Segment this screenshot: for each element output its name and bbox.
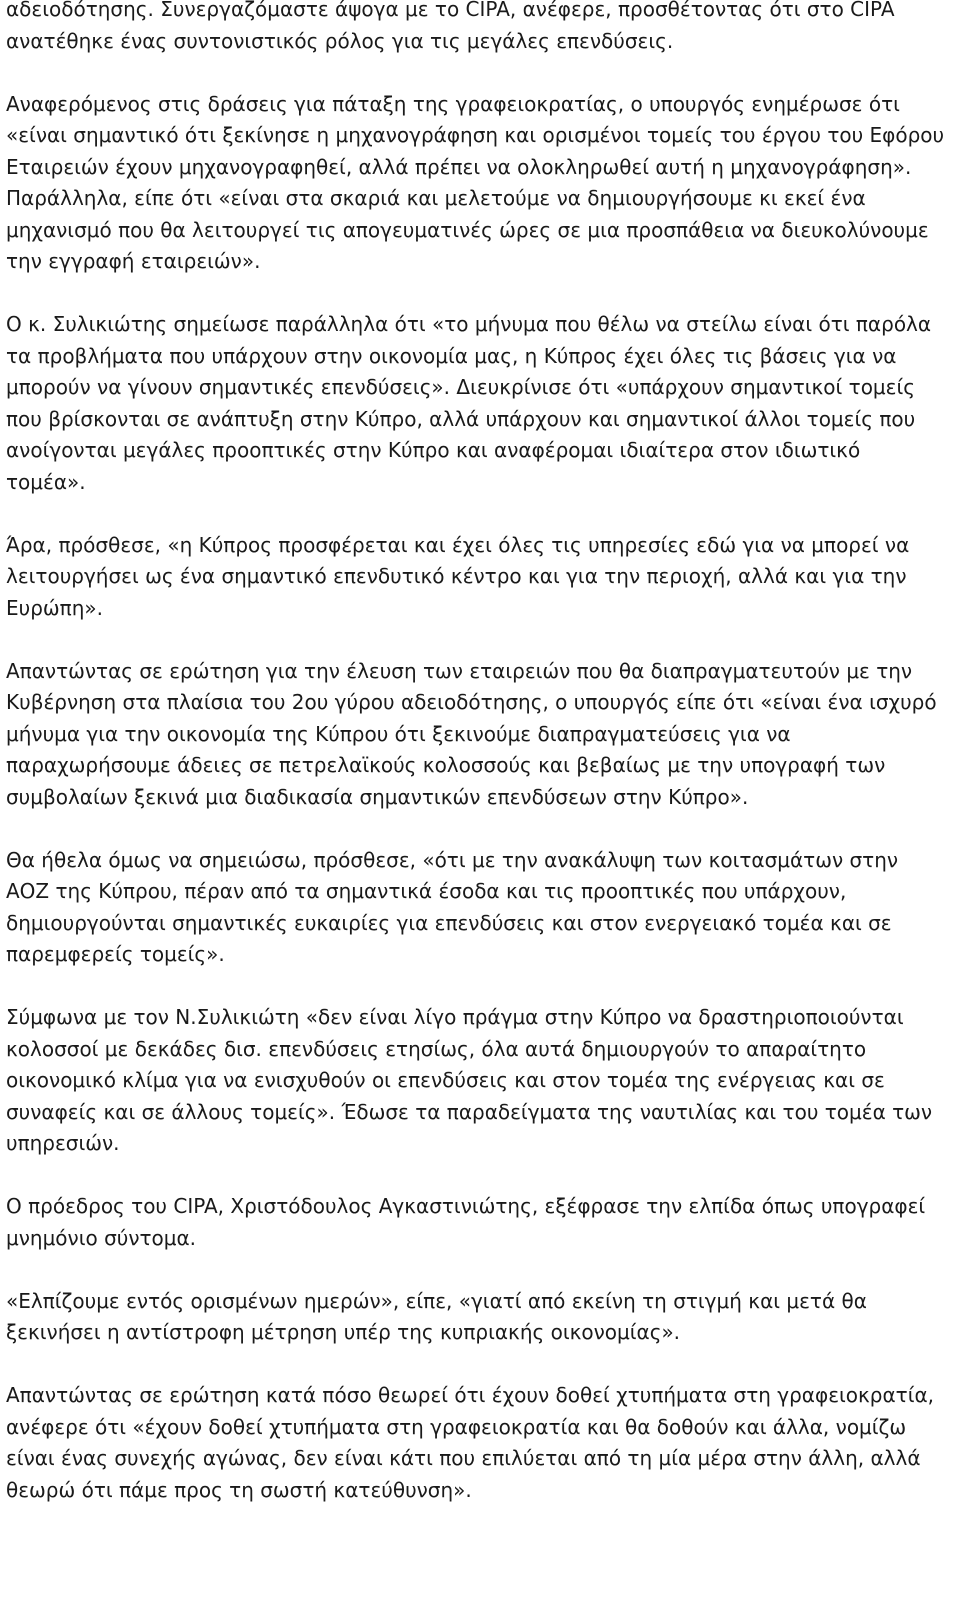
paragraph-investment-centre: Άρα, πρόσθεσε, «η Κύπρος προσφέρεται και έχει όλες τις υπηρεσίες εδώ για να μπορεί να λειτουργήσει ως ένα σημαντικό επενδυτικό κέντρο και για την περιοχή, αλλά και για την Ευρώπη». xyxy=(6,532,910,620)
paragraph-licensing-cipa: αδειοδότησης. Συνεργαζόμαστε άψογα με το CIPA, ανέφερε, προσθέτοντας ότι στο CIPA ανατέθηκε ένας συντονιστικός ρόλος για τις μεγάλες επενδύσεις. xyxy=(6,0,895,53)
paragraph-second-licensing-round: Απαντώντας σε ερώτηση για την έλευση των εταιρειών που θα διαπραγματευτούν με την Κυβέρνηση στα πλαίσια του 2ου γύρου αδειοδότησης, ο υπουργός είπε ότι «είναι ένα ισχυρό μήνυμα για την οικονομία της Κύπρου ότι ξεκινούμε διαπραγματεύσεις για να παραχωρήσουμε άδειες σε πετρελαϊκούς κολοσσούς και βεβαίως με την υπογραφή των συμβολαίων ξεκινά μια διαδικασία σημαντικών επενδύσεων στην Κύπρο». xyxy=(6,658,937,809)
article-body xyxy=(6,0,946,1538)
paragraph-bureaucracy-computerization: Αναφερόμενος στις δράσεις για πάταξη της γραφειοκρατίας, ο υπουργός ενημέρωσε ότι «είναι σημαντικό ότι ξεκίνησε η μηχανογράφηση και ορισμένοι τομείς του έργου του Εφόρου Εταιρειών έχουν μηχανογραφηθεί, αλλά πρέπει να ολοκληρωθεί αυτή η μηχανογράφηση». Παράλληλα, είπε ότι «είναι στα σκαριά και μελετούμε να δημιουργήσουμε κι εκεί ένα μηχανισμό που θα λειτουργεί τις απογευματινές ώρες σε μια προσπάθεια να διευκολύνουμε την εγγραφή εταιρειών». xyxy=(6,91,945,273)
paragraph-giants-investments: Σύμφωνα με τον Ν.Συλικιώτη «δεν είναι λίγο πράγμα στην Κύπρο να δραστηριοποιούνται κολοσσοί με δεκάδες δισ. επενδύσεις ετησίως, όλα αυτά δημιουργούν το απαραίτητο οικονομικό κλίμα για να ενισχυθούν οι επενδύσεις και στον τομέα της ενέργειας και σε συναφείς και σε άλλους τομείς». Έδωσε τα παραδείγματα της ναυτιλίας και του τομέα των υπηρεσιών. xyxy=(6,1005,933,1155)
paragraph-eez-opportunities: Θα ήθελα όμως να σημειώσω, πρόσθεσε, «ότι με την ανακάλυψη των κοιτασμάτων στην ΑΟΖ της Κύπρου, πέραν από τα σημαντικά έσοδα και τις προοπτικές που υπάρχουν, δημιουργούνται σημαντικές ευκαιρίες για επενδύσεις και στον ενεργειακό τομέα και σε παρεμφερείς τομείς». xyxy=(6,847,899,966)
paragraph-countdown-quote: «Ελπίζουμε εντός ορισμένων ημερών», είπε, «γιατί από εκείνη τη στιγμή και μετά θα ξεκινήσει η αντίστροφη μέτρηση υπέρ της κυπριακής οικονομίας». xyxy=(6,1288,867,1344)
paragraph-investment-message: Ο κ. Συλικιώτης σημείωσε παράλληλα ότι «το μήνυμα που θέλω να στείλω είναι ότι παρόλα τα προβλήματα που υπάρχουν στην οικονομία μας, η Κύπρος έχει όλες τις βάσεις για να μπορούν να γίνουν σημαντικές επενδύσεις». Διευκρίνισε ότι «υπάρχουν σημαντικοί τομείς που βρίσκονται σε ανάπτυξη στην Κύπρο, αλλά υπάρχουν και σημαντικοί άλλοι τομείς που ανοίγονται μεγάλες προοπτικές στην Κύπρο και αναφέρομαι ιδιαίτερα στον ιδιωτικό τομέα». xyxy=(6,312,932,494)
paragraph-bureaucracy-blows: Απαντώντας σε ερώτηση κατά πόσο θεωρεί ότι έχουν δοθεί χτυπήματα στη γραφειοκρατία, ανέφερε ότι «έχουν δοθεί χτυπήματα στη γραφειοκρατία και θα δοθούν και άλλα, νομίζω είναι ένας συνεχής αγώνας, δεν είναι κάτι που επιλύεται από τη μία μέρα στην άλλη, αλλά θεωρώ ότι πάμε προς τη σωστή κατεύθυνση». xyxy=(6,1383,935,1502)
paragraph-cipa-president-memorandum: Ο πρόεδρος του CIPA, Χριστόδουλος Αγκαστινιώτης, εξέφρασε την ελπίδα όπως υπογραφεί μνημόνιο σύντομα. xyxy=(6,1194,926,1250)
